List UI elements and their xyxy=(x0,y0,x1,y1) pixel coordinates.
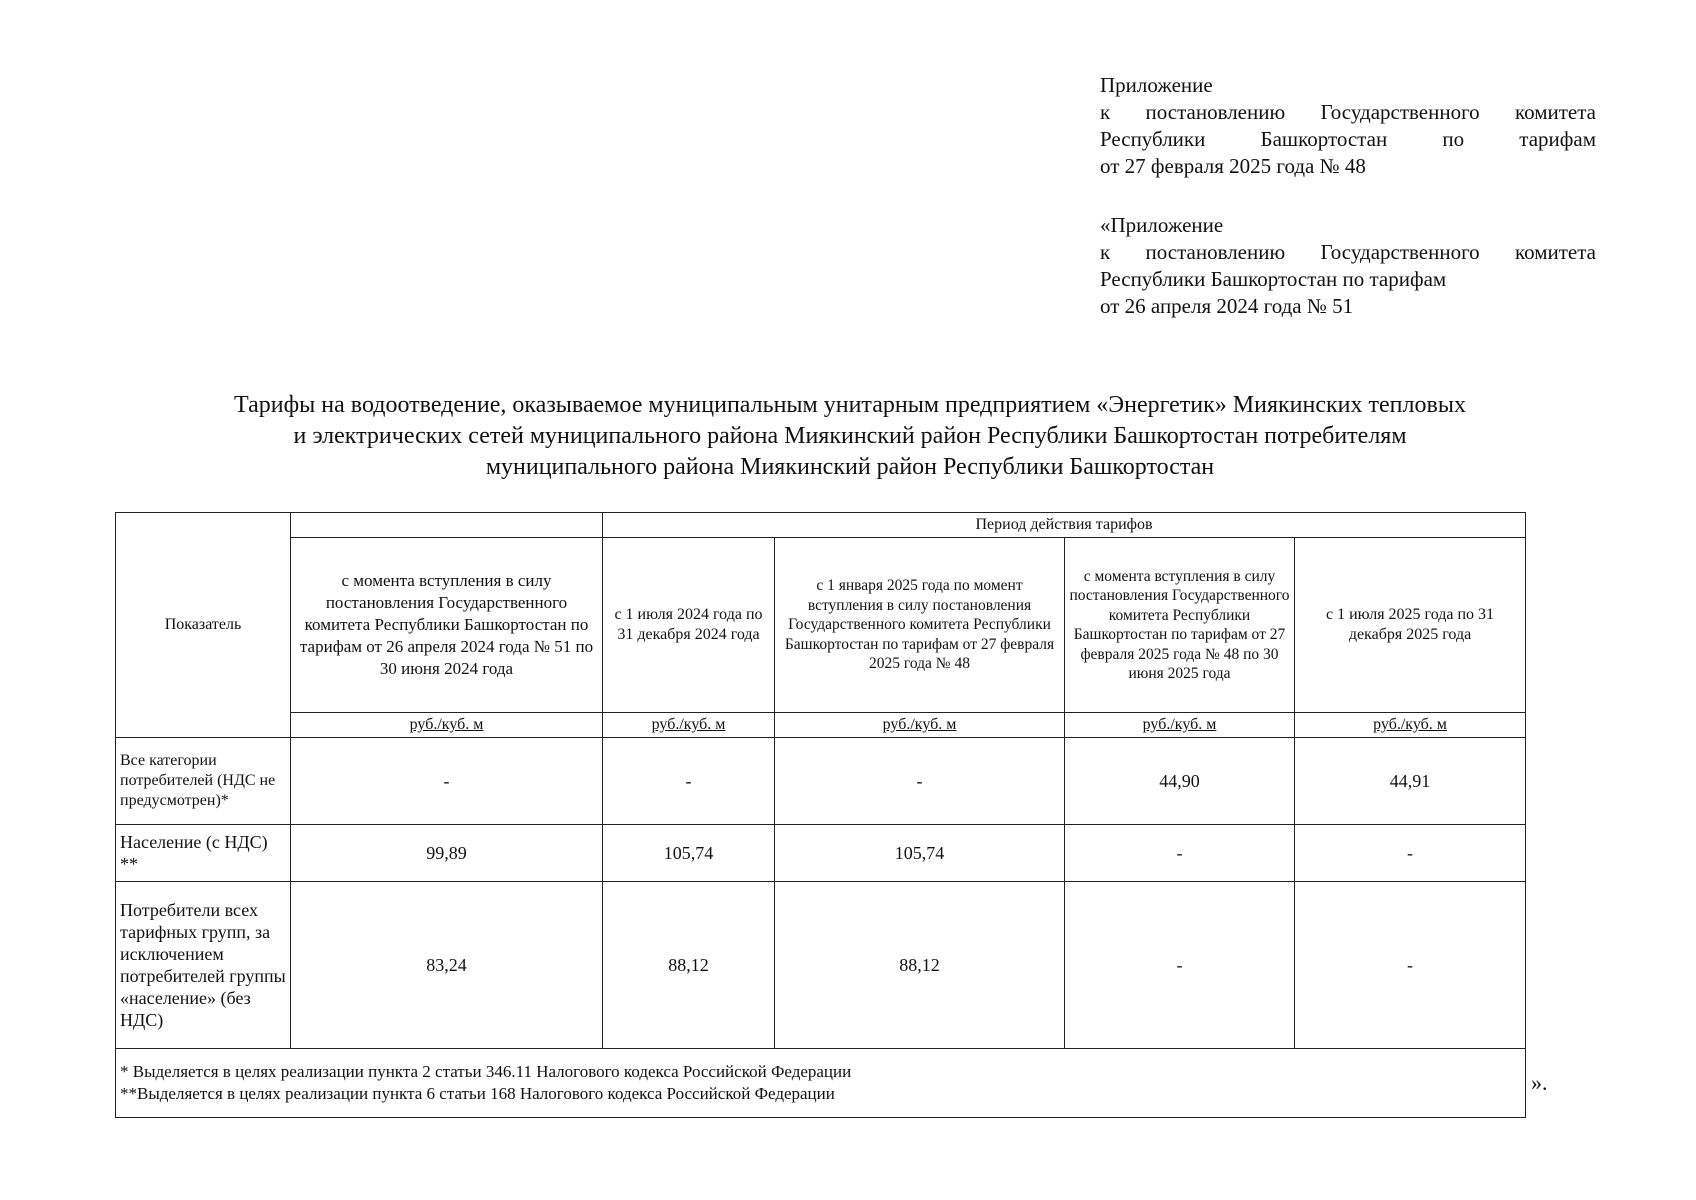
table-row xyxy=(116,882,1526,1049)
annex-current-reference xyxy=(1100,72,1596,180)
title-line: и электрических сетей муниципального района Миякинский район Республики Башкортостан потребителям xyxy=(293,423,1407,449)
column-header: с 1 января 2025 года по момент вступления в силу постановления Государственного комитета Республики Башкортостан по тарифам от 27 февраля 2025 года № 48 xyxy=(775,538,1065,713)
unit-label: руб./куб. м xyxy=(775,713,1065,738)
annex-previous-reference xyxy=(1100,212,1596,320)
tariff-value: 88,12 xyxy=(603,882,775,1049)
unit-label: руб./куб. м xyxy=(1295,713,1526,738)
row-label: Население (с НДС) ** xyxy=(116,825,291,882)
footnote: * Выделяется в целях реализации пункта 2 статьи 346.11 Налогового кодекса Российской Федерации xyxy=(120,1062,852,1081)
document-title xyxy=(110,390,1590,483)
annex-text: Республики Башкортостан по тарифам xyxy=(1100,267,1447,291)
tariff-value: - xyxy=(291,738,603,825)
tariff-value: - xyxy=(1295,825,1526,882)
row-label: Потребители всех тарифных групп, за исключением потребителей группы «население» (без НДС) xyxy=(116,882,291,1049)
annex-text: к постановлению Государственного комитета xyxy=(1100,240,1596,264)
indicator-header: Показатель xyxy=(116,513,291,738)
tariff-value: - xyxy=(1065,882,1295,1049)
annex-heading: Приложение xyxy=(1100,73,1213,97)
annex-text: Республики Башкортостан по тарифам xyxy=(1100,127,1596,151)
column-header: с момента вступления в силу постановления Государственного комитета Республики Башкортостан по тарифам от 27 февраля 2025 года № 48 по 30 июня 2025 года xyxy=(1065,538,1295,713)
title-line: муниципального района Миякинский район Республики Башкортостан xyxy=(485,454,1215,480)
tariff-value: 83,24 xyxy=(291,882,603,1049)
title-line: Тарифы на водоотведение, оказываемое муниципальным унитарным предприятием «Энергетик» Миякинских тепловых xyxy=(234,392,1466,418)
tariff-value: 44,91 xyxy=(1295,738,1526,825)
footnotes-row xyxy=(116,1049,1526,1118)
column-header: с 1 июля 2025 года по 31 декабря 2025 года xyxy=(1295,538,1526,713)
column-header: с момента вступления в силу постановления Государственного комитета Республики Башкортостан по тарифам от 26 апреля 2024 года № 51 по 30 июня 2024 года xyxy=(291,538,603,713)
row-label: Все категории потребителей (НДС не предусмотрен)* xyxy=(116,738,291,825)
tariff-value: - xyxy=(775,738,1065,825)
period-header: Период действия тарифов xyxy=(603,513,1526,538)
tariff-table xyxy=(115,512,1526,1118)
footnote: **Выделяется в целях реализации пункта 6 статьи 168 Налогового кодекса Российской Федерации xyxy=(120,1084,835,1103)
unit-label: руб./куб. м xyxy=(603,713,775,738)
annex-text: к постановлению Государственного комитета xyxy=(1100,100,1596,124)
tariff-value: - xyxy=(1295,882,1526,1049)
table-row xyxy=(116,738,1526,825)
annex-date: от 26 апреля 2024 года № 51 xyxy=(1100,294,1354,318)
footnotes xyxy=(116,1049,1526,1118)
tariff-value: 88,12 xyxy=(775,882,1065,1049)
tariff-value: - xyxy=(1065,825,1295,882)
period-header-blank xyxy=(291,513,603,538)
unit-label: руб./куб. м xyxy=(291,713,603,738)
closing-quote: ». xyxy=(1531,1070,1548,1095)
tariff-value: 99,89 xyxy=(291,825,603,882)
unit-label: руб./куб. м xyxy=(1065,713,1295,738)
annex-heading: «Приложение xyxy=(1100,213,1224,237)
column-header: с 1 июля 2024 года по 31 декабря 2024 года xyxy=(603,538,775,713)
table-row xyxy=(116,825,1526,882)
tariff-value: - xyxy=(603,738,775,825)
tariff-value: 105,74 xyxy=(775,825,1065,882)
annex-date: от 27 февраля 2025 года № 48 xyxy=(1100,154,1366,178)
tariff-value: 44,90 xyxy=(1065,738,1295,825)
tariff-value: 105,74 xyxy=(603,825,775,882)
